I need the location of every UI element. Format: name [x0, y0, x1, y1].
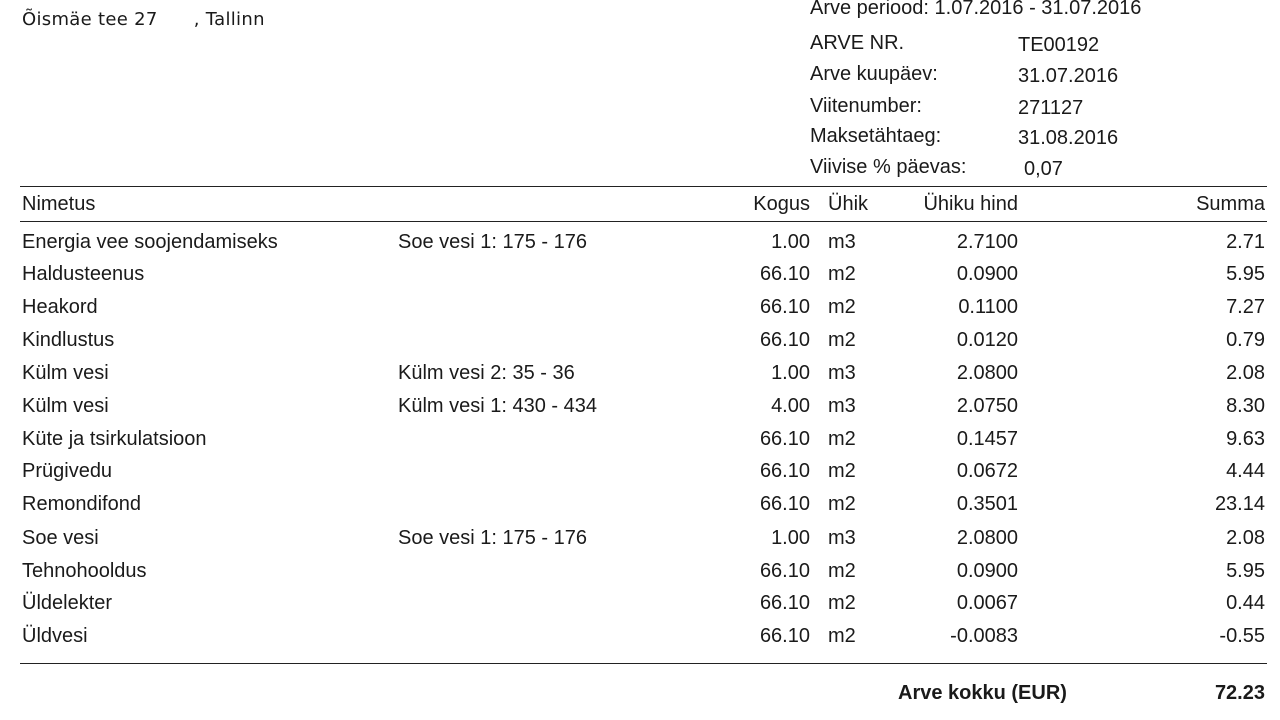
row-sum: 7.27 [1226, 296, 1265, 318]
row-qty: 66.10 [759, 329, 810, 351]
row-qty: 1.00 [771, 527, 810, 549]
invoice-number-value: TE00192 [1018, 34, 1100, 56]
row-name: Üldvesi [22, 625, 88, 647]
row-name: Energia vee soojendamiseks [22, 231, 278, 253]
row-name: Tehnohooldus [22, 560, 147, 582]
table-top-divider [20, 186, 1267, 187]
row-name: Haldusteenus [22, 263, 145, 285]
row-sum: 9.63 [1226, 428, 1265, 450]
invoice-period-label: Arve periood: [810, 0, 929, 19]
row-price: 2.7100 [956, 231, 1018, 253]
table-header-divider [20, 221, 1267, 222]
row-unit: m3 [828, 395, 856, 417]
row-price: 2.0750 [956, 395, 1018, 417]
row-price: -0.0083 [950, 625, 1018, 647]
row-unit: m2 [828, 493, 856, 515]
row-name: Kindlustus [22, 329, 115, 351]
column-header-sum: Summa [1196, 193, 1265, 215]
row-qty: 66.10 [759, 625, 810, 647]
row-unit: m2 [828, 592, 856, 614]
row-price: 0.3501 [956, 493, 1018, 515]
row-name: Prügivedu [22, 460, 113, 482]
row-unit: m3 [828, 231, 856, 253]
row-name: Remondifond [22, 493, 141, 515]
row-sum: 8.30 [1226, 395, 1265, 417]
row-unit: m3 [828, 362, 856, 384]
row-sum: 2.71 [1226, 231, 1265, 253]
row-sum: 23.14 [1214, 493, 1265, 515]
row-qty: 1.00 [771, 231, 810, 253]
row-price: 0.1100 [958, 296, 1018, 318]
row-sum: 0.44 [1226, 592, 1265, 614]
reference-number-value: 271127 [1018, 97, 1084, 119]
customer-address: Õismäe tee 27 , Tallinn [22, 9, 265, 30]
row-name: Soe vesi [22, 527, 99, 549]
row-name: Üldelekter [22, 592, 113, 614]
row-unit: m2 [828, 460, 856, 482]
invoice-period [810, 0, 1141, 20]
row-unit: m2 [828, 428, 856, 450]
row-price: 0.0120 [956, 329, 1018, 351]
table-bottom-divider [20, 663, 1267, 664]
row-sum: 2.08 [1226, 527, 1265, 549]
invoice-number-label: ARVE NR. [810, 32, 905, 54]
row-unit: m2 [828, 560, 856, 582]
row-unit: m2 [828, 625, 856, 647]
column-header-price: Ühiku hind [923, 193, 1018, 215]
row-price: 2.0800 [956, 362, 1018, 384]
row-price: 0.0900 [956, 560, 1018, 582]
row-price: 0.0067 [956, 592, 1018, 614]
row-name: Külm vesi [22, 362, 109, 384]
row-qty: 66.10 [759, 592, 810, 614]
row-description: Soe vesi 1: 175 - 176 [398, 231, 588, 253]
row-price: 0.1457 [956, 428, 1018, 450]
row-price: 2.0800 [956, 527, 1018, 549]
row-price: 0.0672 [956, 460, 1018, 482]
row-qty: 66.10 [759, 263, 810, 285]
row-name: Külm vesi [22, 395, 109, 417]
row-qty: 1.00 [771, 362, 810, 384]
invoice-total-label: Arve kokku (EUR) [898, 682, 1067, 704]
row-qty: 66.10 [759, 560, 810, 582]
late-fee-value: 0,07 [1024, 158, 1063, 180]
reference-number-label: Viitenumber: [810, 95, 922, 117]
row-qty: 66.10 [759, 460, 810, 482]
due-date-label: Maksetähtaeg: [810, 125, 942, 147]
row-unit: m2 [828, 263, 856, 285]
row-description: Külm vesi 1: 430 - 434 [398, 395, 597, 417]
column-header-unit: Ühik [828, 193, 869, 215]
row-sum: 5.95 [1226, 560, 1265, 582]
column-header-name: Nimetus [22, 193, 96, 215]
invoice-date-label: Arve kuupäev: [810, 63, 938, 85]
invoice-period-value: 1.07.2016 - 31.07.2016 [934, 0, 1142, 19]
row-name: Küte ja tsirkulatsioon [22, 428, 207, 450]
column-header-qty: Kogus [753, 193, 810, 215]
row-unit: m2 [828, 296, 856, 318]
row-description: Soe vesi 1: 175 - 176 [398, 527, 588, 549]
row-name: Heakord [22, 296, 98, 318]
row-price: 0.0900 [956, 263, 1018, 285]
row-sum: -0.55 [1219, 625, 1265, 647]
row-unit: m2 [828, 329, 856, 351]
row-qty: 66.10 [759, 428, 810, 450]
row-sum: 4.44 [1226, 460, 1265, 482]
row-sum: 0.79 [1226, 329, 1265, 351]
late-fee-label: Viivise % päevas: [810, 156, 967, 178]
invoice-total-value: 72.23 [1214, 682, 1265, 704]
row-qty: 66.10 [759, 493, 810, 515]
due-date-value: 31.08.2016 [1018, 127, 1119, 149]
row-sum: 5.95 [1226, 263, 1265, 285]
row-qty: 4.00 [771, 395, 810, 417]
row-qty: 66.10 [759, 296, 810, 318]
row-description: Külm vesi 2: 35 - 36 [398, 362, 575, 384]
invoice-date-value: 31.07.2016 [1018, 65, 1119, 87]
row-sum: 2.08 [1226, 362, 1265, 384]
row-unit: m3 [828, 527, 856, 549]
